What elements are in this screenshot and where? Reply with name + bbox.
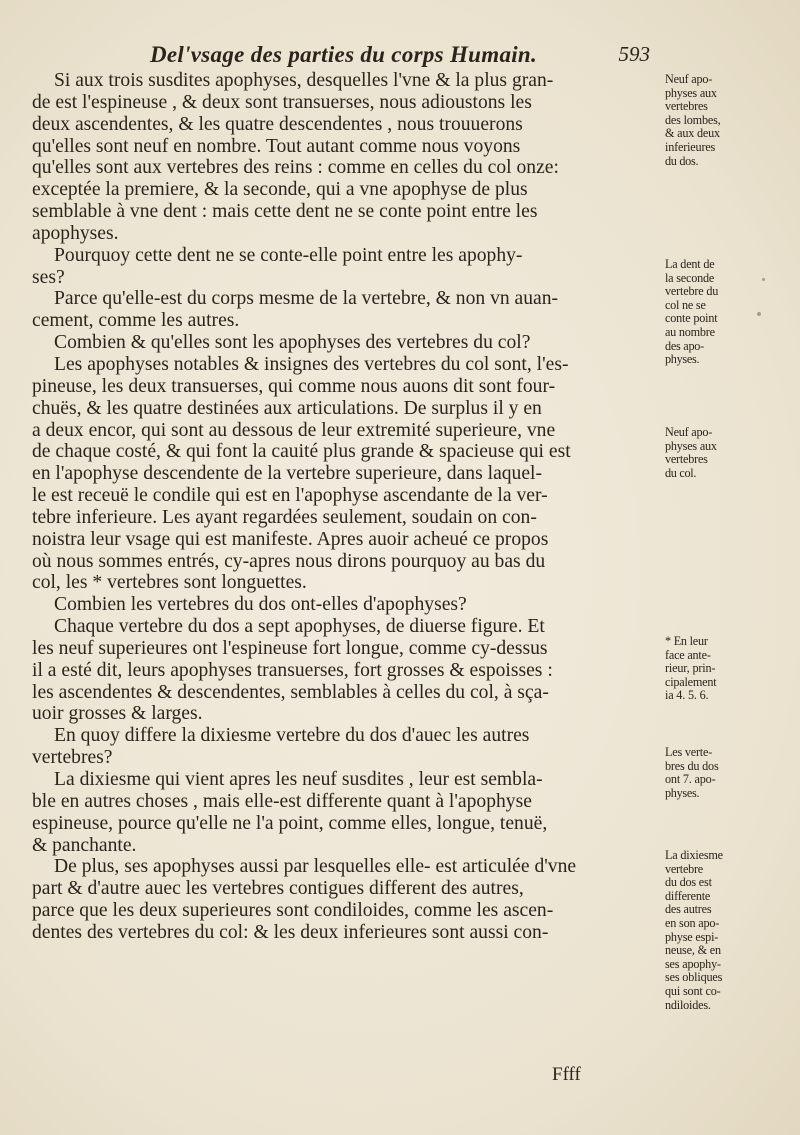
margin-note-line: vertebres [665, 99, 708, 114]
margin-note-line: La dixiesme [665, 848, 723, 862]
text-line: de est l'espineuse , & deux sont transuerses, nous adioustons les [32, 91, 532, 113]
margin-note-line: physes. [665, 352, 700, 367]
text-line: dentes des vertebres du col: & les deux inferieures sont aussi con- [32, 921, 549, 943]
margin-note-line: la seconde [665, 270, 715, 285]
margin-note-line: ses apophy- [665, 956, 721, 971]
margin-note-line: au nombre [665, 324, 715, 339]
text-line: en l'apophyse descendente de la vertebre superieure, dans laquel- [32, 463, 543, 485]
margin-note-line: du dos est [665, 875, 712, 890]
text-line: noistra leur vsage qui est manifeste. Apres auoir acheué ce propos [32, 528, 549, 550]
text-line: col, les * vertebres sont longuettes. [32, 572, 307, 594]
text-line: Combien les vertebres du dos ont-elles d'apophyses? [54, 594, 467, 616]
margin-note-line: inferieures [665, 139, 716, 154]
text-line: De plus, ses apophyses aussi par lesquelles elle- est articulée d'vne [54, 856, 577, 878]
margin-note-line: ont 7. apo- [665, 772, 716, 787]
margin-note-line: conte point [665, 311, 718, 326]
text-line: espineuse, pource qu'elle ne l'a point, comme elles, longue, tenuë, [32, 812, 548, 834]
margin-note-line: & aux deux [665, 126, 720, 141]
text-line: Combien & qu'elles sont les apophyses des vertebres du col? [54, 332, 531, 354]
margin-note-line: qui sont co- [665, 983, 721, 998]
text-line: qu'elles sont aux vertebres des reins : comme en celles du col onze: [32, 157, 559, 179]
text-line: a deux encor, qui sont au dessous de leur extremité superieure, vne [32, 419, 556, 441]
margin-note-line: physes. [665, 785, 700, 800]
margin-note-line: vertebre [665, 861, 703, 876]
text-line: Chaque vertebre du dos a sept apophyses, de diuerse figure. Et [54, 616, 545, 638]
text-line: où nous sommes entrés, cy-apres nous dirons pourquoy au bas du [32, 550, 546, 572]
text-line: les ascendentes & descendentes, semblables à celles du col, à sça- [32, 681, 549, 703]
margin-note-line: La dent de [665, 257, 715, 271]
text-line: parce que les deux superieures sont condiloides, comme les ascen- [32, 900, 554, 922]
page-header [150, 42, 650, 72]
margin-note-line: Neuf apo- [665, 72, 713, 86]
text-line: exceptée la premiere, & la seconde, qui a vne apophyse de plus [32, 179, 528, 201]
page-number: 593 [618, 42, 650, 66]
text-line: apophyses. [32, 222, 119, 244]
margin-note [665, 426, 795, 480]
text-line: il a esté dit, leurs apophyses transuerses, fort grosses & espoisses : [32, 659, 553, 681]
text-line: deux ascendentes, & les quatre descendentes , nous trouuerons [32, 113, 523, 135]
margin-note [665, 73, 795, 168]
margin-note-line: bres du dos [665, 758, 719, 773]
text-line: qu'elles sont neuf en nombre. Tout autant comme nous voyons [32, 135, 521, 157]
margin-note-line: des apo- [665, 338, 704, 353]
margin-note-line: ndiloides. [665, 997, 711, 1012]
margin-note-line: * En leur [665, 634, 708, 648]
margin-note [665, 849, 795, 1012]
margin-note-line: Neuf apo- [665, 425, 713, 439]
signature-mark: Ffff [552, 1064, 581, 1085]
text-line: les neuf superieures ont l'espineuse fort longue, comme cy-dessus [32, 637, 548, 659]
text-line: semblable à vne dent : mais cette dent ne se conte point entre les [32, 201, 538, 223]
text-line: cement, comme les autres. [32, 310, 240, 332]
margin-note [665, 635, 795, 703]
text-line: le est receuë le condile qui est en l'apophyse ascendante de la ver- [32, 485, 548, 507]
margin-note-line: en son apo- [665, 915, 720, 930]
text-line: Parce qu'elle-est du corps mesme de la vertebre, & non vn auan- [54, 288, 559, 310]
margin-note-line: col ne se [665, 297, 706, 312]
text-line: ble en autres choses , mais elle-est differente quant à l'apophyse [32, 790, 532, 812]
margin-note-line: du col. [665, 465, 697, 480]
margin-note [665, 258, 795, 367]
margin-note-line: Les verte- [665, 745, 713, 759]
margin-note-line: ia 4. 5. 6. [665, 688, 709, 703]
margin-note [665, 746, 795, 800]
body-text [32, 70, 664, 944]
margin-note-line: vertebres [665, 452, 708, 467]
ink-speck [757, 312, 761, 316]
text-line: ses? [32, 266, 65, 288]
margin-note-line: neuse, & en [665, 943, 721, 958]
text-line: tebre inferieure. Les ayant regardées seulement, soudain on con- [32, 506, 537, 528]
margin-note-line: ses obliques [665, 970, 723, 985]
margin-note-line: differente [665, 888, 711, 903]
text-line: uoir grosses & larges. [32, 703, 203, 725]
text-line: Si aux trois susdites apophyses, desquelles l'vne & la plus gran- [54, 70, 554, 91]
text-line: La dixiesme qui vient apres les neuf susdites , leur est sembla- [54, 769, 543, 790]
text-line: Les apophyses notables & insignes des vertebres du col sont, l'es- [54, 353, 569, 375]
margin-note-line: des lombes, [665, 112, 721, 127]
text-line: En quoy differe la dixiesme vertebre du dos d'auec les autres [54, 725, 530, 747]
margin-note-line: du dos. [665, 153, 699, 168]
margin-note-line: physe espi- [665, 929, 719, 944]
margin-note-line: rieur, prin- [665, 661, 716, 676]
text-line: de chaque costé, & qui font la cauité plus grande & spacieuse qui est [32, 441, 571, 463]
margin-note-line: vertebre du [665, 284, 719, 299]
text-line: vertebres? [32, 747, 113, 769]
margin-note-line: physes aux [665, 85, 717, 100]
margin-note-line: face ante- [665, 647, 711, 662]
text-line: pineuse, les deux transuerses, qui comme nous auons dit sont four- [32, 375, 556, 397]
text-line: Pourquoy cette dent ne se conte-elle point entre les apophy- [54, 244, 523, 266]
margin-note-line: des autres [665, 902, 712, 917]
text-line: part & d'autre auec les vertebres contigues different des autres, [32, 878, 524, 900]
ink-speck [762, 278, 765, 281]
text-line: & panchante. [32, 834, 137, 856]
margin-note-line: cipalement [665, 674, 717, 689]
margin-note-line: physes aux [665, 438, 717, 453]
text-line: chuës, & les quatre destinées aux articulations. De surplus il y en [32, 397, 542, 419]
running-title: Del'vsage des parties du corps Humain. [150, 42, 538, 67]
